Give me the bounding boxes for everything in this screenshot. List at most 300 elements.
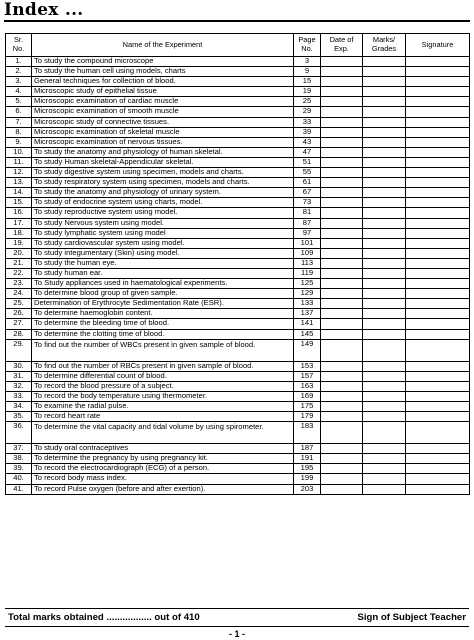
experiment-name: To study reproductive system using model. bbox=[32, 208, 294, 218]
page-number-cell: 113 bbox=[294, 258, 321, 268]
signature-cell bbox=[406, 299, 470, 309]
page-number-cell: 129 bbox=[294, 289, 321, 299]
header-date-of-exp: Date of Exp. bbox=[321, 34, 363, 57]
signature-cell bbox=[406, 117, 470, 127]
page-number-cell: 97 bbox=[294, 228, 321, 238]
date-cell bbox=[321, 198, 363, 208]
table-row bbox=[6, 127, 470, 137]
row-number: 1. bbox=[6, 57, 32, 67]
page-number-cell: 67 bbox=[294, 188, 321, 198]
date-cell bbox=[321, 147, 363, 157]
page-number-cell: 169 bbox=[294, 391, 321, 401]
date-cell bbox=[321, 454, 363, 464]
marks-cell bbox=[363, 107, 406, 117]
experiment-name: To determine the clotting time of blood. bbox=[32, 329, 294, 339]
table-row bbox=[6, 402, 470, 412]
page-number-cell: 183 bbox=[294, 422, 321, 444]
marks-cell bbox=[363, 67, 406, 77]
row-number: 20. bbox=[6, 248, 32, 258]
marks-cell bbox=[363, 299, 406, 309]
signature-cell bbox=[406, 157, 470, 167]
page-number-cell: 195 bbox=[294, 464, 321, 474]
experiment-name: To examine the radial pulse. bbox=[32, 402, 294, 412]
table-row bbox=[6, 67, 470, 77]
table-row bbox=[6, 474, 470, 484]
signature-cell bbox=[406, 87, 470, 97]
marks-cell bbox=[363, 178, 406, 188]
signature-cell bbox=[406, 248, 470, 258]
table-row bbox=[6, 208, 470, 218]
row-number: 8. bbox=[6, 127, 32, 137]
signature-cell bbox=[406, 319, 470, 329]
date-cell bbox=[321, 157, 363, 167]
signature-cell bbox=[406, 289, 470, 299]
marks-cell bbox=[363, 147, 406, 157]
table-row bbox=[6, 319, 470, 329]
experiment-name: Microscopic examination of cardiac muscle bbox=[32, 97, 294, 107]
page-number-cell: 73 bbox=[294, 198, 321, 208]
table-row bbox=[6, 248, 470, 258]
page-number-cell: 199 bbox=[294, 474, 321, 484]
table-row bbox=[6, 279, 470, 289]
page-number-cell: 33 bbox=[294, 117, 321, 127]
experiment-name: To determine the bleeding time of blood. bbox=[32, 319, 294, 329]
header-marks-grades: Marks/ Grades bbox=[363, 34, 406, 57]
date-cell bbox=[321, 218, 363, 228]
date-cell bbox=[321, 97, 363, 107]
row-number: 27. bbox=[6, 319, 32, 329]
page-number-cell: 81 bbox=[294, 208, 321, 218]
marks-cell bbox=[363, 87, 406, 97]
signature-cell bbox=[406, 137, 470, 147]
signature-cell bbox=[406, 279, 470, 289]
row-number: 22. bbox=[6, 268, 32, 278]
signature-cell bbox=[406, 391, 470, 401]
row-number: 21. bbox=[6, 258, 32, 268]
date-cell bbox=[321, 248, 363, 258]
page-number-cell: 175 bbox=[294, 402, 321, 412]
marks-cell bbox=[363, 218, 406, 228]
table-row bbox=[6, 57, 470, 67]
signature-cell bbox=[406, 218, 470, 228]
signature-cell bbox=[406, 329, 470, 339]
marks-cell bbox=[363, 198, 406, 208]
signature-cell bbox=[406, 484, 470, 494]
page-number-cell: 109 bbox=[294, 248, 321, 258]
signature-cell bbox=[406, 57, 470, 67]
page-number-cell: 179 bbox=[294, 412, 321, 422]
date-cell bbox=[321, 444, 363, 454]
experiment-name: To find out the number of WBCs present in given sample of blood. bbox=[32, 339, 294, 361]
signature-cell bbox=[406, 309, 470, 319]
table-row bbox=[6, 329, 470, 339]
experiment-name: To study the human cell using models, charts bbox=[32, 67, 294, 77]
table-row bbox=[6, 188, 470, 198]
experiment-name: Microscopic study of connective tissues. bbox=[32, 117, 294, 127]
marks-cell bbox=[363, 289, 406, 299]
experiment-name: To determine the vital capacity and tidal volume by using spirometer. bbox=[32, 422, 294, 444]
experiment-name: To study the anatomy and physiology of urinary system. bbox=[32, 188, 294, 198]
date-cell bbox=[321, 329, 363, 339]
marks-cell bbox=[363, 97, 406, 107]
date-cell bbox=[321, 381, 363, 391]
marks-cell bbox=[363, 381, 406, 391]
table-row bbox=[6, 412, 470, 422]
row-number: 7. bbox=[6, 117, 32, 127]
date-cell bbox=[321, 299, 363, 309]
table-row bbox=[6, 178, 470, 188]
date-cell bbox=[321, 319, 363, 329]
table-header-row bbox=[6, 34, 470, 57]
signature-cell bbox=[406, 381, 470, 391]
signature-cell bbox=[406, 474, 470, 484]
page-number-cell: 157 bbox=[294, 371, 321, 381]
page-number-cell: 141 bbox=[294, 319, 321, 329]
row-number: 5. bbox=[6, 97, 32, 107]
signature-cell bbox=[406, 268, 470, 278]
table-row bbox=[6, 228, 470, 238]
table-row bbox=[6, 198, 470, 208]
experiment-name: General techniques for collection of blood. bbox=[32, 77, 294, 87]
table-row bbox=[6, 464, 470, 474]
marks-cell bbox=[363, 279, 406, 289]
date-cell bbox=[321, 289, 363, 299]
row-number: 40. bbox=[6, 474, 32, 484]
row-number: 18. bbox=[6, 228, 32, 238]
table-row bbox=[6, 157, 470, 167]
experiment-name: Microscopic examination of smooth muscle bbox=[32, 107, 294, 117]
marks-cell bbox=[363, 412, 406, 422]
table-row bbox=[6, 422, 470, 444]
page-number-cell: 153 bbox=[294, 361, 321, 371]
signature-cell bbox=[406, 402, 470, 412]
signature-cell bbox=[406, 198, 470, 208]
signature-cell bbox=[406, 371, 470, 381]
table-row bbox=[6, 268, 470, 278]
marks-cell bbox=[363, 474, 406, 484]
page-number-cell: 101 bbox=[294, 238, 321, 248]
row-number: 34. bbox=[6, 402, 32, 412]
row-number: 32. bbox=[6, 381, 32, 391]
signature-cell bbox=[406, 178, 470, 188]
experiment-name: Microscopic examination of skeletal muscle bbox=[32, 127, 294, 137]
header-sr-no: Sr. No. bbox=[6, 34, 32, 57]
index-rows bbox=[6, 57, 470, 495]
row-number: 2. bbox=[6, 67, 32, 77]
header-experiment-name: Name of the Experiment bbox=[32, 34, 294, 57]
signature-cell bbox=[406, 67, 470, 77]
page-number-cell: 47 bbox=[294, 147, 321, 157]
experiment-name: To record heart rate bbox=[32, 412, 294, 422]
date-cell bbox=[321, 238, 363, 248]
index-table bbox=[5, 33, 470, 495]
signature-cell bbox=[406, 258, 470, 268]
signature-cell bbox=[406, 464, 470, 474]
marks-cell bbox=[363, 309, 406, 319]
date-cell bbox=[321, 371, 363, 381]
marks-cell bbox=[363, 258, 406, 268]
page-title: Index ... bbox=[4, 0, 84, 20]
page-number-cell: 43 bbox=[294, 137, 321, 147]
experiment-name: Microscopic study of epithelial tissue bbox=[32, 87, 294, 97]
marks-cell bbox=[363, 484, 406, 494]
row-number: 3. bbox=[6, 77, 32, 87]
row-number: 24. bbox=[6, 289, 32, 299]
table-row bbox=[6, 361, 470, 371]
row-number: 30. bbox=[6, 361, 32, 371]
experiment-name: Determination of Erythrocyte Sedimentation Rate (ESR). bbox=[32, 299, 294, 309]
signature-cell bbox=[406, 361, 470, 371]
experiment-name: To study the anatomy and physiology of human skeletal. bbox=[32, 147, 294, 157]
teacher-sign-text: Sign of Subject Teacher bbox=[357, 612, 466, 623]
page-number-cell: 29 bbox=[294, 107, 321, 117]
experiment-name: To study respiratory system using specimen, models and charts. bbox=[32, 178, 294, 188]
page-number-cell: 25 bbox=[294, 97, 321, 107]
table-row bbox=[6, 391, 470, 401]
row-number: 28. bbox=[6, 329, 32, 339]
experiment-name: To study oral contraceptives bbox=[32, 444, 294, 454]
row-number: 23. bbox=[6, 279, 32, 289]
table-row bbox=[6, 309, 470, 319]
table-row bbox=[6, 371, 470, 381]
date-cell bbox=[321, 57, 363, 67]
experiment-name: To record body mass index. bbox=[32, 474, 294, 484]
header-signature: Signature bbox=[406, 34, 470, 57]
signature-cell bbox=[406, 454, 470, 464]
date-cell bbox=[321, 178, 363, 188]
experiment-name: To study Human skeletal-Appendicular skeletal. bbox=[32, 157, 294, 167]
date-cell bbox=[321, 422, 363, 444]
date-cell bbox=[321, 484, 363, 494]
page-number-cell: 133 bbox=[294, 299, 321, 309]
experiment-name: To study of endocrine system using charts, model. bbox=[32, 198, 294, 208]
row-number: 13. bbox=[6, 178, 32, 188]
row-number: 29. bbox=[6, 339, 32, 361]
experiment-name: To study human ear. bbox=[32, 268, 294, 278]
row-number: 12. bbox=[6, 168, 32, 178]
table-row bbox=[6, 484, 470, 494]
page-number-cell: 39 bbox=[294, 127, 321, 137]
signature-cell bbox=[406, 444, 470, 454]
row-number: 14. bbox=[6, 188, 32, 198]
signature-cell bbox=[406, 168, 470, 178]
page-number-cell: 3 bbox=[294, 57, 321, 67]
marks-cell bbox=[363, 117, 406, 127]
header-page-no: Page No. bbox=[294, 34, 321, 57]
table-row bbox=[6, 381, 470, 391]
page-number-cell: 19 bbox=[294, 87, 321, 97]
table-row bbox=[6, 137, 470, 147]
page-number-cell: 55 bbox=[294, 168, 321, 178]
page-number-cell: 51 bbox=[294, 157, 321, 167]
marks-cell bbox=[363, 319, 406, 329]
page-number-cell: 203 bbox=[294, 484, 321, 494]
date-cell bbox=[321, 67, 363, 77]
table-row bbox=[6, 339, 470, 361]
experiment-name: To study cardiovascular system using model. bbox=[32, 238, 294, 248]
date-cell bbox=[321, 107, 363, 117]
row-number: 31. bbox=[6, 371, 32, 381]
table-row bbox=[6, 97, 470, 107]
row-number: 25. bbox=[6, 299, 32, 309]
row-number: 35. bbox=[6, 412, 32, 422]
date-cell bbox=[321, 412, 363, 422]
page-number-cell: 187 bbox=[294, 444, 321, 454]
row-number: 9. bbox=[6, 137, 32, 147]
date-cell bbox=[321, 228, 363, 238]
date-cell bbox=[321, 361, 363, 371]
marks-cell bbox=[363, 361, 406, 371]
date-cell bbox=[321, 474, 363, 484]
marks-cell bbox=[363, 391, 406, 401]
row-number: 6. bbox=[6, 107, 32, 117]
row-number: 16. bbox=[6, 208, 32, 218]
title-underline bbox=[4, 20, 470, 22]
signature-cell bbox=[406, 127, 470, 137]
signature-cell bbox=[406, 188, 470, 198]
marks-cell bbox=[363, 329, 406, 339]
marks-footer bbox=[5, 608, 469, 627]
signature-cell bbox=[406, 228, 470, 238]
row-number: 36. bbox=[6, 422, 32, 444]
marks-cell bbox=[363, 157, 406, 167]
signature-cell bbox=[406, 238, 470, 248]
date-cell bbox=[321, 309, 363, 319]
experiment-name: To determine haemoglobin content. bbox=[32, 309, 294, 319]
signature-cell bbox=[406, 77, 470, 87]
page-number-cell: 149 bbox=[294, 339, 321, 361]
experiment-name: To determine blood group of given sample. bbox=[32, 289, 294, 299]
row-number: 10. bbox=[6, 147, 32, 157]
marks-cell bbox=[363, 137, 406, 147]
date-cell bbox=[321, 464, 363, 474]
date-cell bbox=[321, 268, 363, 278]
table-row bbox=[6, 168, 470, 178]
experiment-name: To record Pulse oxygen (before and after exertion). bbox=[32, 484, 294, 494]
experiment-name: To study digestive system using specimen, models and charts. bbox=[32, 168, 294, 178]
date-cell bbox=[321, 339, 363, 361]
signature-cell bbox=[406, 412, 470, 422]
experiment-name: To record the blood pressure of a subject. bbox=[32, 381, 294, 391]
page-number-cell: 15 bbox=[294, 77, 321, 87]
date-cell bbox=[321, 137, 363, 147]
experiment-name: To study the human eye. bbox=[32, 258, 294, 268]
date-cell bbox=[321, 168, 363, 178]
signature-cell bbox=[406, 339, 470, 361]
row-number: 17. bbox=[6, 218, 32, 228]
page-number: - 1 - bbox=[228, 629, 245, 639]
table-row bbox=[6, 218, 470, 228]
date-cell bbox=[321, 87, 363, 97]
marks-cell bbox=[363, 454, 406, 464]
marks-cell bbox=[363, 444, 406, 454]
page-number-cell: 163 bbox=[294, 381, 321, 391]
marks-cell bbox=[363, 248, 406, 258]
page-number-cell: 87 bbox=[294, 218, 321, 228]
marks-cell bbox=[363, 464, 406, 474]
marks-cell bbox=[363, 127, 406, 137]
experiment-name: To record the electrocardiograph (ECG) of a person. bbox=[32, 464, 294, 474]
signature-cell bbox=[406, 208, 470, 218]
marks-cell bbox=[363, 422, 406, 444]
signature-cell bbox=[406, 97, 470, 107]
page-number-cell: 119 bbox=[294, 268, 321, 278]
experiment-name: To determine differential count of blood. bbox=[32, 371, 294, 381]
marks-cell bbox=[363, 77, 406, 87]
page-number-cell: 145 bbox=[294, 329, 321, 339]
marks-cell bbox=[363, 188, 406, 198]
page-number-cell: 191 bbox=[294, 454, 321, 464]
experiment-name: To determine the pregnancy by using pregnancy kit. bbox=[32, 454, 294, 464]
marks-cell bbox=[363, 339, 406, 361]
page-number-cell: 125 bbox=[294, 279, 321, 289]
table-row bbox=[6, 258, 470, 268]
marks-cell bbox=[363, 57, 406, 67]
page-number-cell: 137 bbox=[294, 309, 321, 319]
table-row bbox=[6, 117, 470, 127]
date-cell bbox=[321, 117, 363, 127]
table-row bbox=[6, 77, 470, 87]
table-row bbox=[6, 454, 470, 464]
table-row bbox=[6, 107, 470, 117]
marks-cell bbox=[363, 228, 406, 238]
row-number: 38. bbox=[6, 454, 32, 464]
row-number: 26. bbox=[6, 309, 32, 319]
table-row bbox=[6, 299, 470, 309]
marks-cell bbox=[363, 402, 406, 412]
marks-cell bbox=[363, 238, 406, 248]
date-cell bbox=[321, 77, 363, 87]
date-cell bbox=[321, 127, 363, 137]
marks-cell bbox=[363, 371, 406, 381]
signature-cell bbox=[406, 147, 470, 157]
row-number: 15. bbox=[6, 198, 32, 208]
table-row bbox=[6, 87, 470, 97]
page-number-cell: 9 bbox=[294, 67, 321, 77]
row-number: 37. bbox=[6, 444, 32, 454]
row-number: 39. bbox=[6, 464, 32, 474]
experiment-name: To study the compound microscope bbox=[32, 57, 294, 67]
signature-cell bbox=[406, 107, 470, 117]
experiment-name: To study lymphatic system using model bbox=[32, 228, 294, 238]
row-number: 41. bbox=[6, 484, 32, 494]
table-row bbox=[6, 238, 470, 248]
row-number: 19. bbox=[6, 238, 32, 248]
date-cell bbox=[321, 208, 363, 218]
marks-cell bbox=[363, 268, 406, 278]
date-cell bbox=[321, 188, 363, 198]
date-cell bbox=[321, 279, 363, 289]
row-number: 11. bbox=[6, 157, 32, 167]
signature-cell bbox=[406, 422, 470, 444]
date-cell bbox=[321, 258, 363, 268]
row-number: 33. bbox=[6, 391, 32, 401]
row-number: 4. bbox=[6, 87, 32, 97]
marks-cell bbox=[363, 168, 406, 178]
experiment-name: To study Nervous system using model. bbox=[32, 218, 294, 228]
table-row bbox=[6, 147, 470, 157]
total-marks-text: Total marks obtained ................. out of 410 bbox=[8, 612, 200, 623]
experiment-name: To Study appliances used in haematological experiments. bbox=[32, 279, 294, 289]
experiment-name: To study integumentary (Skin) using model. bbox=[32, 248, 294, 258]
table-row bbox=[6, 289, 470, 299]
experiment-name: To record the body temperature using thermometer. bbox=[32, 391, 294, 401]
date-cell bbox=[321, 402, 363, 412]
experiment-name: To find out the number of RBCs present in given sample of blood. bbox=[32, 361, 294, 371]
marks-cell bbox=[363, 208, 406, 218]
page-number-cell: 61 bbox=[294, 178, 321, 188]
experiment-name: Microscopic examination of nervous tissues. bbox=[32, 137, 294, 147]
